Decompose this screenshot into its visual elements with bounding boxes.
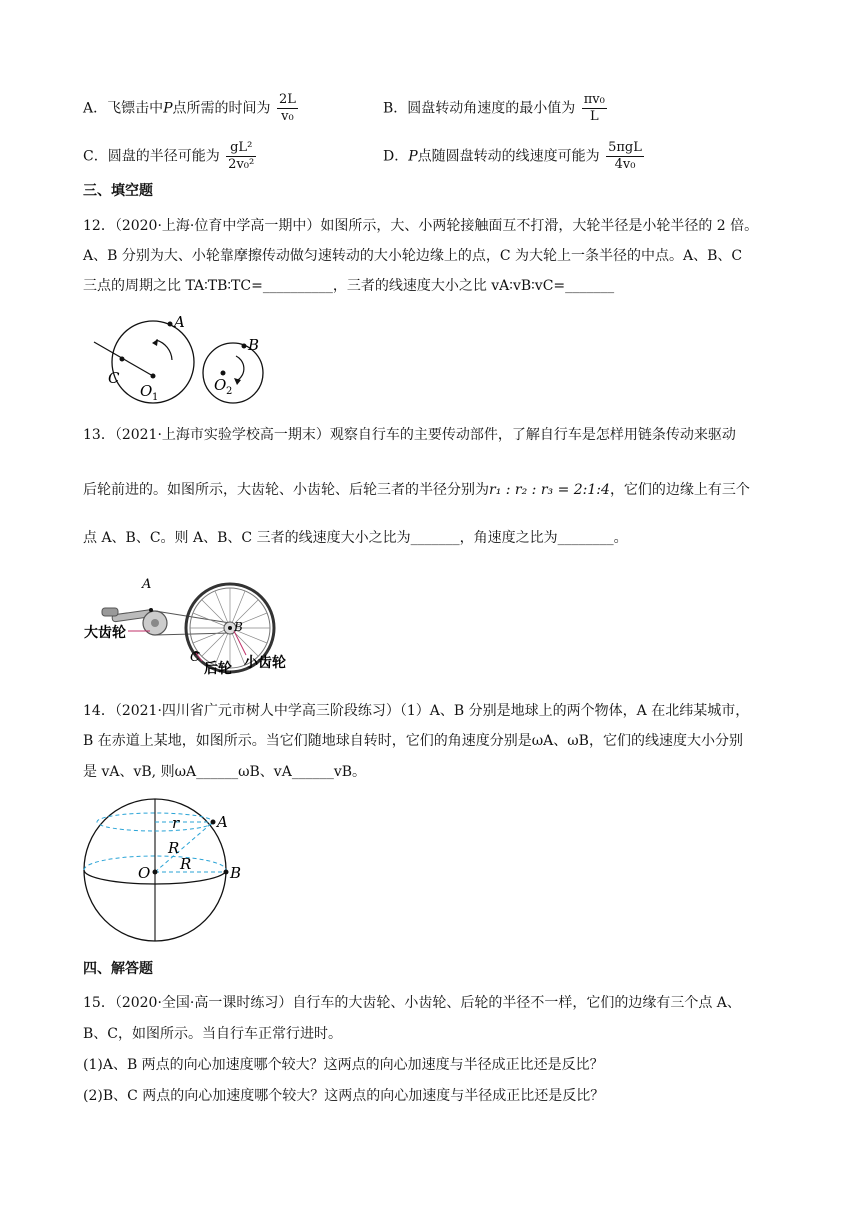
fig14-label-R2: R — [180, 855, 192, 873]
big-wheel — [112, 321, 194, 403]
q14-earth-figure — [82, 796, 252, 946]
point-a-dot — [211, 820, 216, 825]
fig14-label-r: r — [172, 814, 180, 832]
option-a-label: A．飞镖击中 — [83, 100, 164, 117]
big-gear-hub — [151, 619, 159, 627]
option-c-fraction — [226, 140, 256, 173]
q15-line-2: B、C，如图所示。当自行车正常行进时。 — [83, 1026, 342, 1042]
option-a — [83, 92, 298, 125]
option-d-var: P — [408, 148, 418, 165]
fig14-label-b: B — [230, 864, 242, 882]
option-c — [83, 140, 256, 173]
option-a-rest: 点所需的时间为 — [172, 100, 271, 117]
point-o-dot — [153, 870, 158, 875]
option-d — [383, 140, 644, 173]
chain-bottom — [155, 633, 230, 635]
fig12-label-c: C — [108, 369, 120, 387]
option-c-label: C．圆盘的半径可能为 — [83, 148, 220, 165]
q14-line-1: 14．（2021·四川省广元市树人中学高三阶段练习）（1）A、B 分别是地球上的两个物体，A 在北纬某城市， — [83, 703, 750, 719]
option-d-rest: 点随圆盘转动的线速度可能为 — [417, 148, 600, 165]
fig14-label-o: O — [138, 864, 151, 882]
q15-line-1: 15．（2020·全国·高一课时练习）自行车的大齿轮、小齿轮、后轮的半径不一样，它们的边缘有三个点 A、 — [83, 995, 741, 1011]
option-b-label: B．圆盘转动角速度的最小值为 — [383, 100, 576, 117]
q12-line-1: 12．（2020·上海·位育中学高一期中）如图所示，大、小两轮接触面互不打滑，大轮半径是小轮半径的 2 倍。 — [83, 218, 759, 234]
q15-line-4: (2)B、C 两点的向心加速度哪个较大？这两点的向心加速度与半径成正比还是反比？ — [83, 1088, 605, 1104]
fig14-label-a: A — [217, 813, 228, 831]
b-dot — [242, 344, 247, 349]
q15-line-3: (1)A、B 两点的向心加速度哪个较大？这两点的向心加速度与半径成正比还是反比？ — [83, 1057, 604, 1073]
option-b-den: L — [589, 109, 599, 124]
fig12-label-o2: O — [214, 376, 227, 394]
q13-ratio: r₁ : r₂ : r₃ = 2:1:4 — [489, 482, 610, 498]
option-a-num: 2L — [279, 92, 296, 107]
pedal — [102, 608, 118, 616]
o2-dot — [221, 371, 226, 376]
point-b-dot — [228, 626, 232, 630]
a-dot — [168, 322, 173, 327]
option-d-den: 4v₀ — [614, 157, 636, 172]
o1-dot — [151, 374, 156, 379]
option-b-num: πv₀ — [583, 92, 605, 107]
q13-line-2a: 后轮前进的。如图所示，大齿轮、小齿轮、后轮三者的半径分别为 — [83, 482, 489, 498]
q14-line-3: 是 vA、vB, 则ωA______ωB、vA______vB。 — [83, 764, 367, 780]
q13-line-2b: ，它们的边缘上有三个 — [609, 482, 750, 498]
q13-line-2 — [83, 480, 750, 500]
section-heading-answer: 四、解答题 — [83, 961, 153, 977]
fig13-label-small-gear: 小齿轮 — [244, 655, 286, 671]
q12-line-2: A、B 分别为大、小轮靠摩擦传动做匀速转动的大小轮边缘上的点，C 为大轮上一条半径的中点。A、B、C — [83, 248, 743, 264]
q12-line-3: 三点的周期之比 TA∶TB∶TC=__________，三者的线速度大小之比 vA∶vB∶vC=_______ — [83, 278, 615, 294]
option-d-num: 5πgL — [608, 140, 642, 155]
fig12-label-o1: O — [140, 382, 153, 400]
option-c-num: gL² — [226, 140, 256, 157]
point-b-dot — [224, 870, 229, 875]
fig13-label-rear-wheel: 后轮 — [204, 661, 232, 675]
option-d-fraction — [606, 140, 644, 173]
option-c-den: 2v₀² — [228, 157, 255, 172]
option-a-den: v₀ — [281, 109, 294, 124]
option-b — [383, 92, 607, 125]
q13-line-1: 13．（2021·上海市实验学校高一期末）观察自行车的主要传动部件，了解自行车是怎样用链条传动来驱动 — [83, 427, 736, 443]
section-heading-fill-blank: 三、填空题 — [83, 183, 153, 199]
fig13-label-a: A — [142, 577, 152, 592]
option-a-var: P — [163, 100, 173, 117]
c-dot — [120, 357, 125, 362]
small-wheel-rotation-arrow — [236, 356, 244, 380]
point-a-dot — [149, 608, 153, 612]
fig12-label-o2-sub: 2 — [226, 386, 233, 397]
fig13-label-c: C — [190, 650, 200, 665]
fig14-label-R1: R — [168, 839, 180, 857]
big-wheel-arrowhead — [152, 339, 158, 346]
fig12-label-a: A — [174, 316, 185, 331]
fig13-label-big-gear: 大齿轮 — [84, 625, 126, 641]
fig12-label-b: B — [248, 336, 260, 354]
q13-line-3: 点 A、B、C。则 A、B、C 三者的线速度大小之比为_______，角速度之比为________。 — [83, 530, 628, 546]
q12-friction-wheels-figure — [80, 316, 280, 408]
big-wheel-rotation-arrow — [156, 340, 172, 360]
option-b-fraction — [582, 92, 607, 125]
fig12-label-o1-sub: 1 — [152, 392, 159, 403]
q13-bicycle-drive-figure — [84, 565, 294, 675]
option-a-fraction — [277, 92, 298, 125]
fig13-label-b: B — [234, 620, 243, 634]
option-d-label: D． — [383, 148, 409, 165]
q14-line-2: B 在赤道上某地，如图所示。当它们随地球自转时，它们的角速度分别是ωA、ωB，它们的线速度大小分别 — [83, 733, 743, 749]
